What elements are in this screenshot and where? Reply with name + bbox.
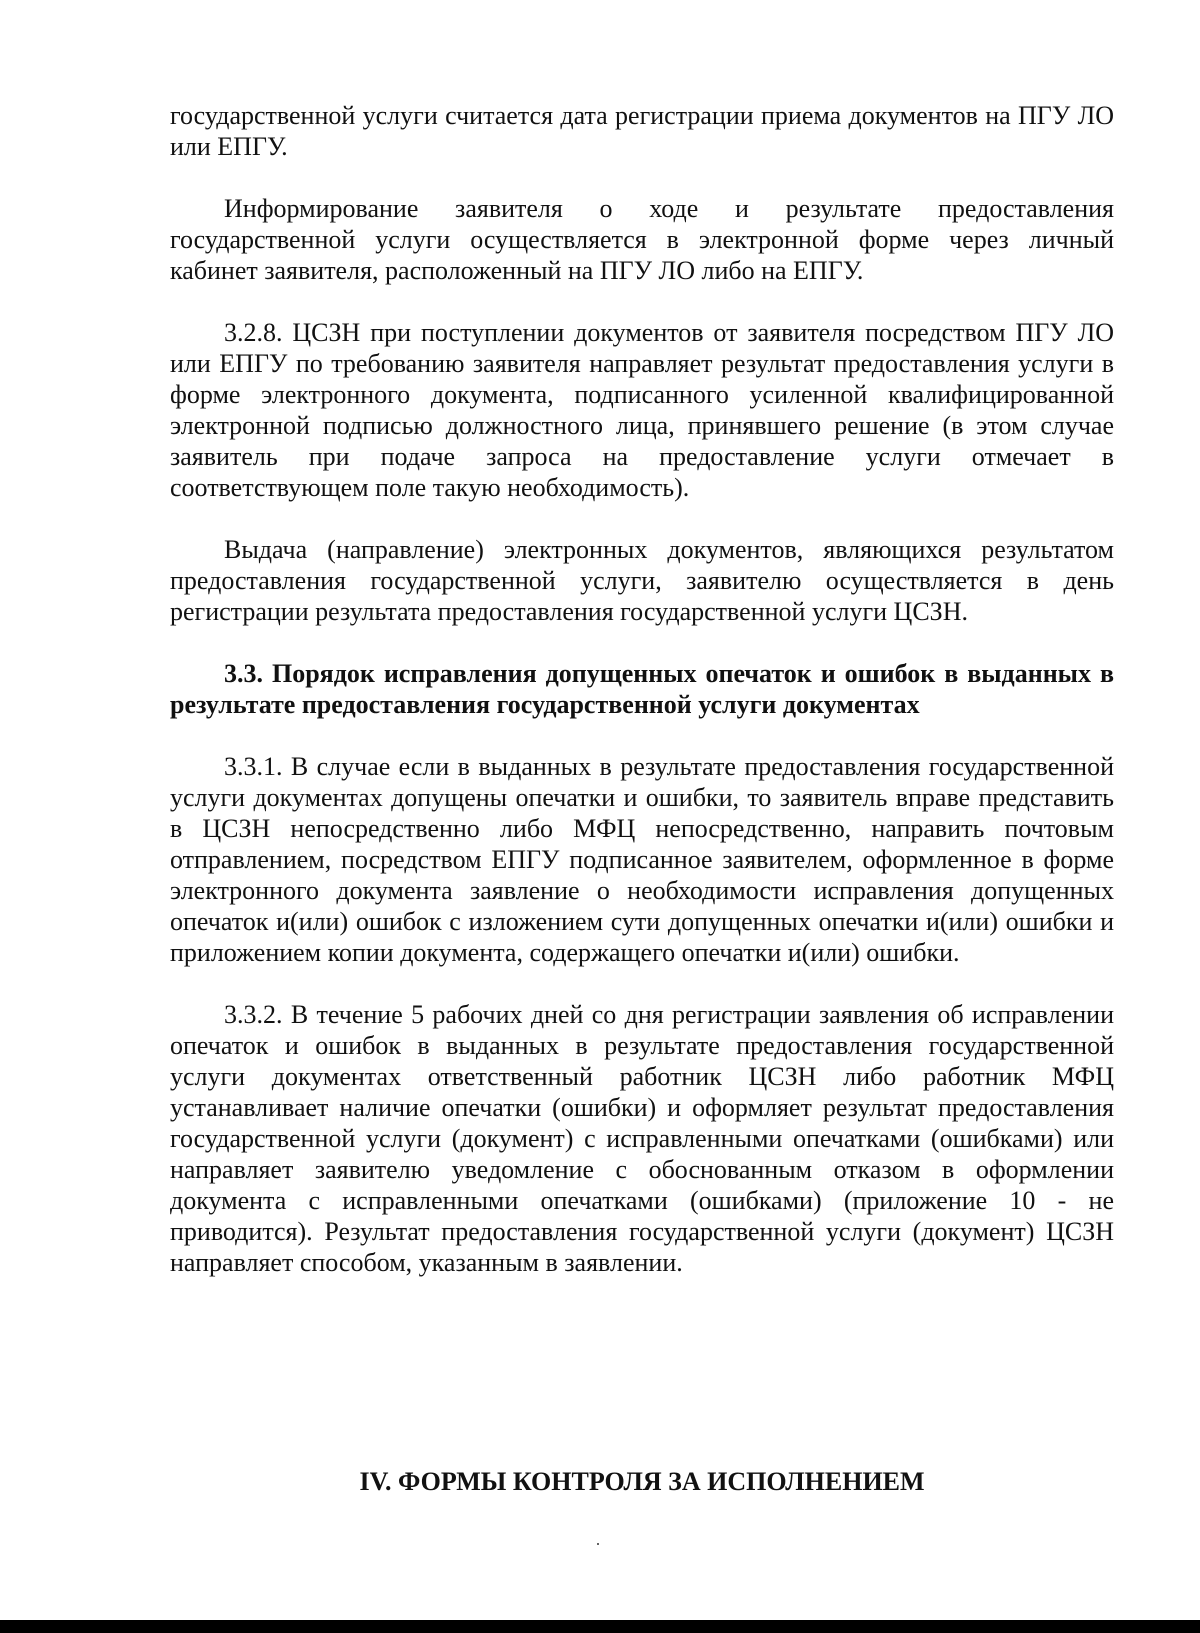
paragraph-issuance: Выдача (направление) электронных документов, являющихся результатом предоставления государственной услуги, заявителю осуществляется в день регистрации результата предоставления государственной услуги ЦСЗН. (170, 535, 1114, 626)
paragraph-informing: Информирование заявителя о ходе и результате предоставления государственной услуги осуществляется в электронной форме через личный кабинет заявителя, расположенный на ПГУ ЛО либо на ЕПГУ. (170, 194, 1114, 285)
heading-3-3: 3.3. Порядок исправления допущенных опечаток и ошибок в выданных в результате предоставления государственной услуги документах (170, 659, 1114, 719)
paragraph-3-3-2: 3.3.2. В течение 5 рабочих дней со дня регистрации заявления об исправлении опечаток и ошибок в выданных в результате предоставления государственной услуги документах ответственный работник ЦСЗН либо работник МФЦ устанавливает наличие опечатки (ошибки) и оформляет результат предоставления государственной услуги (документ) с исправленными опечатками (ошибками) или направляет заявителю уведомление с обоснованным отказом в оформлении документа с исправленными опечатками (ошибками) (приложение 10 - не приводится). Результат предоставления государственной услуги (документ) ЦСЗН направляет способом, указанным в заявлении. (170, 1000, 1114, 1277)
paragraph-3-2-8: 3.2.8. ЦСЗН при поступлении документов от заявителя посредством ПГУ ЛО или ЕПГУ по требованию заявителя направляет результат предоставления услуги в форме электронного документа, подписанного усиленной квалифицированной электронной подписью должностного лица, принявшего решение (в этом случае заявитель при подаче запроса на предоставление услуги отмечает в соответствующем поле такую необходимость). (170, 318, 1114, 502)
paragraph-3-3-1: 3.3.1. В случае если в выданных в результате предоставления государственной услуги документах допущены опечатки и ошибки, то заявитель вправе представить в ЦСЗН непосредственно либо МФЦ непосредственно, направить почтовым отправлением, посредством ЕПГУ подписанное заявителем, оформленное в форме электронного документа заявление о необходимости исправления допущенных опечаток и(или) ошибок с изложением сути допущенных опечатки и(или) ошибки и приложением копии документа, содержащего опечатки и(или) ошибки. (170, 752, 1114, 967)
document-body (170, 100, 1114, 1278)
section-iv-title: IV. ФОРМЫ КОНТРОЛЯ ЗА ИСПОЛНЕНИЕМ (359, 1467, 925, 1496)
scan-speck (597, 1543, 599, 1545)
paragraph-continuation: государственной услуги считается дата регистрации приема документов на ПГУ ЛО или ЕПГУ. (170, 101, 1114, 161)
scan-bottom-edge (0, 1620, 1200, 1633)
